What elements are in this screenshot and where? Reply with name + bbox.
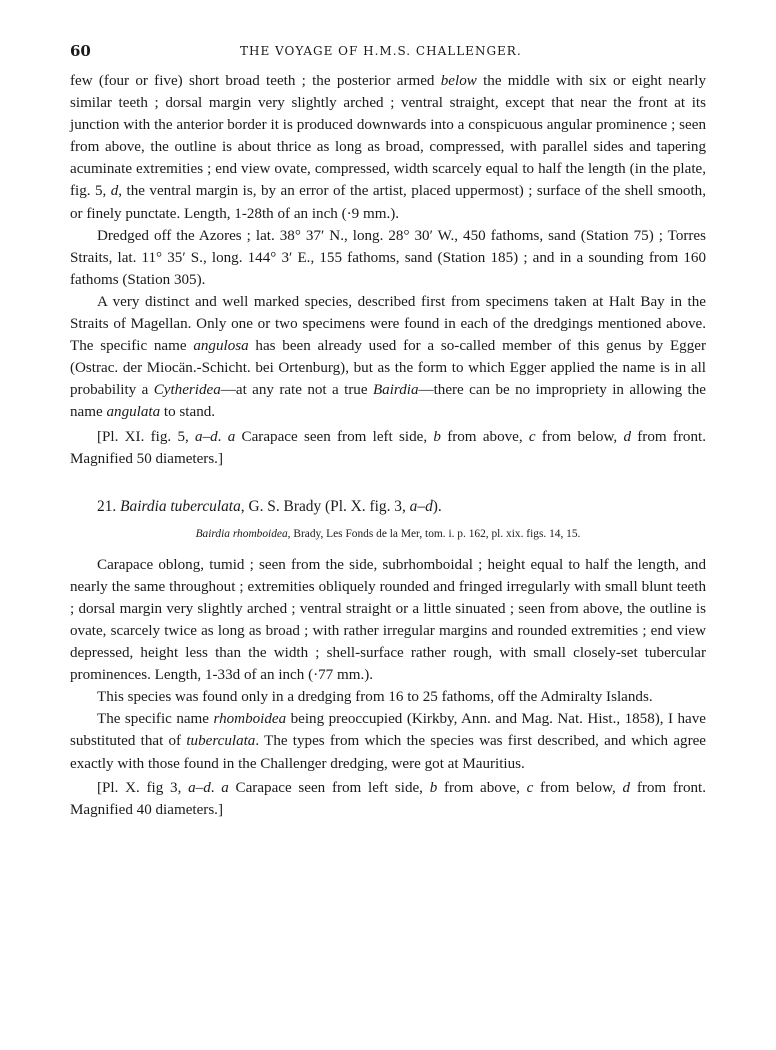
synonymy-line: Bairdia rhomboidea, Brady, Les Fonds de la Mer, tom. i. p. 162, pl. xix. figs. 14, 15. (195, 527, 581, 540)
paragraph-localities: Dredged off the Azores ; lat. 38° 37′ N., long. 28° 30′ W., 450 fathoms, sand (Station 75) ; Torres Straits, lat. 11° 35′ S., long. 144° 3′ E., 155 fathoms, sand (Station 185) ; and in a sounding from 160 fathoms (Station 305). (70, 227, 706, 288)
paragraph-nomenclature: The specific name rhomboidea being preoccupied (Kirkby, Ann. and Mag. Nat. Hist., 1858), I have substituted that of tuberculata. The types from which the species was first described, and which agree exactly with those found in the Challenger dredging, were got at Mauritius. (70, 711, 707, 772)
running-head: THE VOYAGE OF H.M.S. CHALLENGER. (240, 44, 522, 58)
page-header (70, 30, 706, 60)
species-heading: 21. Bairdia tuberculata, G. S. Brady (Pl. X. fig. 3, a–d). (97, 497, 442, 515)
plate-reference-2: [Pl. X. fig 3, a–d. a Carapace seen from left side, b from above, c from below, d from front. Magnified 40 diameters.] (70, 779, 707, 818)
page (70, 30, 706, 821)
paragraph-description-continued: few (four or five) short broad teeth ; the posterior armed below the middle with six or eight nearly similar teeth ; dorsal margin very slightly arched ; ventral straight, except that near the front at its junction with the anterior border it is produced downwards into a conspicuous angular prominence ; seen from above, the outline is about thrice as long as broad, compressed, with parallel sides and tapering acuminate extremities ; end view ovate, compressed, width scarcely equal to half the length (in the plate, fig. 5, d, the ventral margin is, by an error of the artist, placed uppermost) ; surface of the shell smooth, or finely punctate. Length, 1-28th of an inch (·9 mm.). (70, 73, 706, 222)
paragraph-species-description: Carapace oblong, tumid ; seen from the side, subrhomboidal ; height equal to half the length, and nearly the same throughout ; extremities obliquely rounded and fringed irregularly with small blunt teeth ; dorsal margin very slightly arched ; ventral straight or a little sinuated ; seen from above, the outline is ovate, scarcely twice as long as broad ; with rather irregular margins and rounded extremities ; end view depressed, height less than the width ; shell-surface rather rough, with small closely-set tubercular prominences. Length, 1-33d of an inch (·77 mm.). (70, 556, 706, 684)
paragraph-remarks: A very distinct and well marked species, described first from specimens taken at Halt Bay in the Straits of Magellan. Only one or two specimens were found in each of the dredgings mentioned above. The specific name angulosa has been already used for a so-called member of this genus by Egger (Ostrac. der Miocän.-Schicht. bei Ortenburg), but as the form to which Egger applied the name is in all probability a Cytheridea—at any rate not a true Bairdia—there can be no impropriety in allowing the name angulata to stand. (70, 293, 706, 421)
page-number: 60 (70, 42, 91, 60)
paragraph-distribution: This species was found only in a dredging from 16 to 25 fathoms, off the Admiralty Islands. (97, 689, 653, 706)
plate-reference: [Pl. XI. fig. 5, a–d. a Carapace seen from left side, b from above, c from below, d from front. Magnified 50 diameters.] (70, 428, 706, 467)
